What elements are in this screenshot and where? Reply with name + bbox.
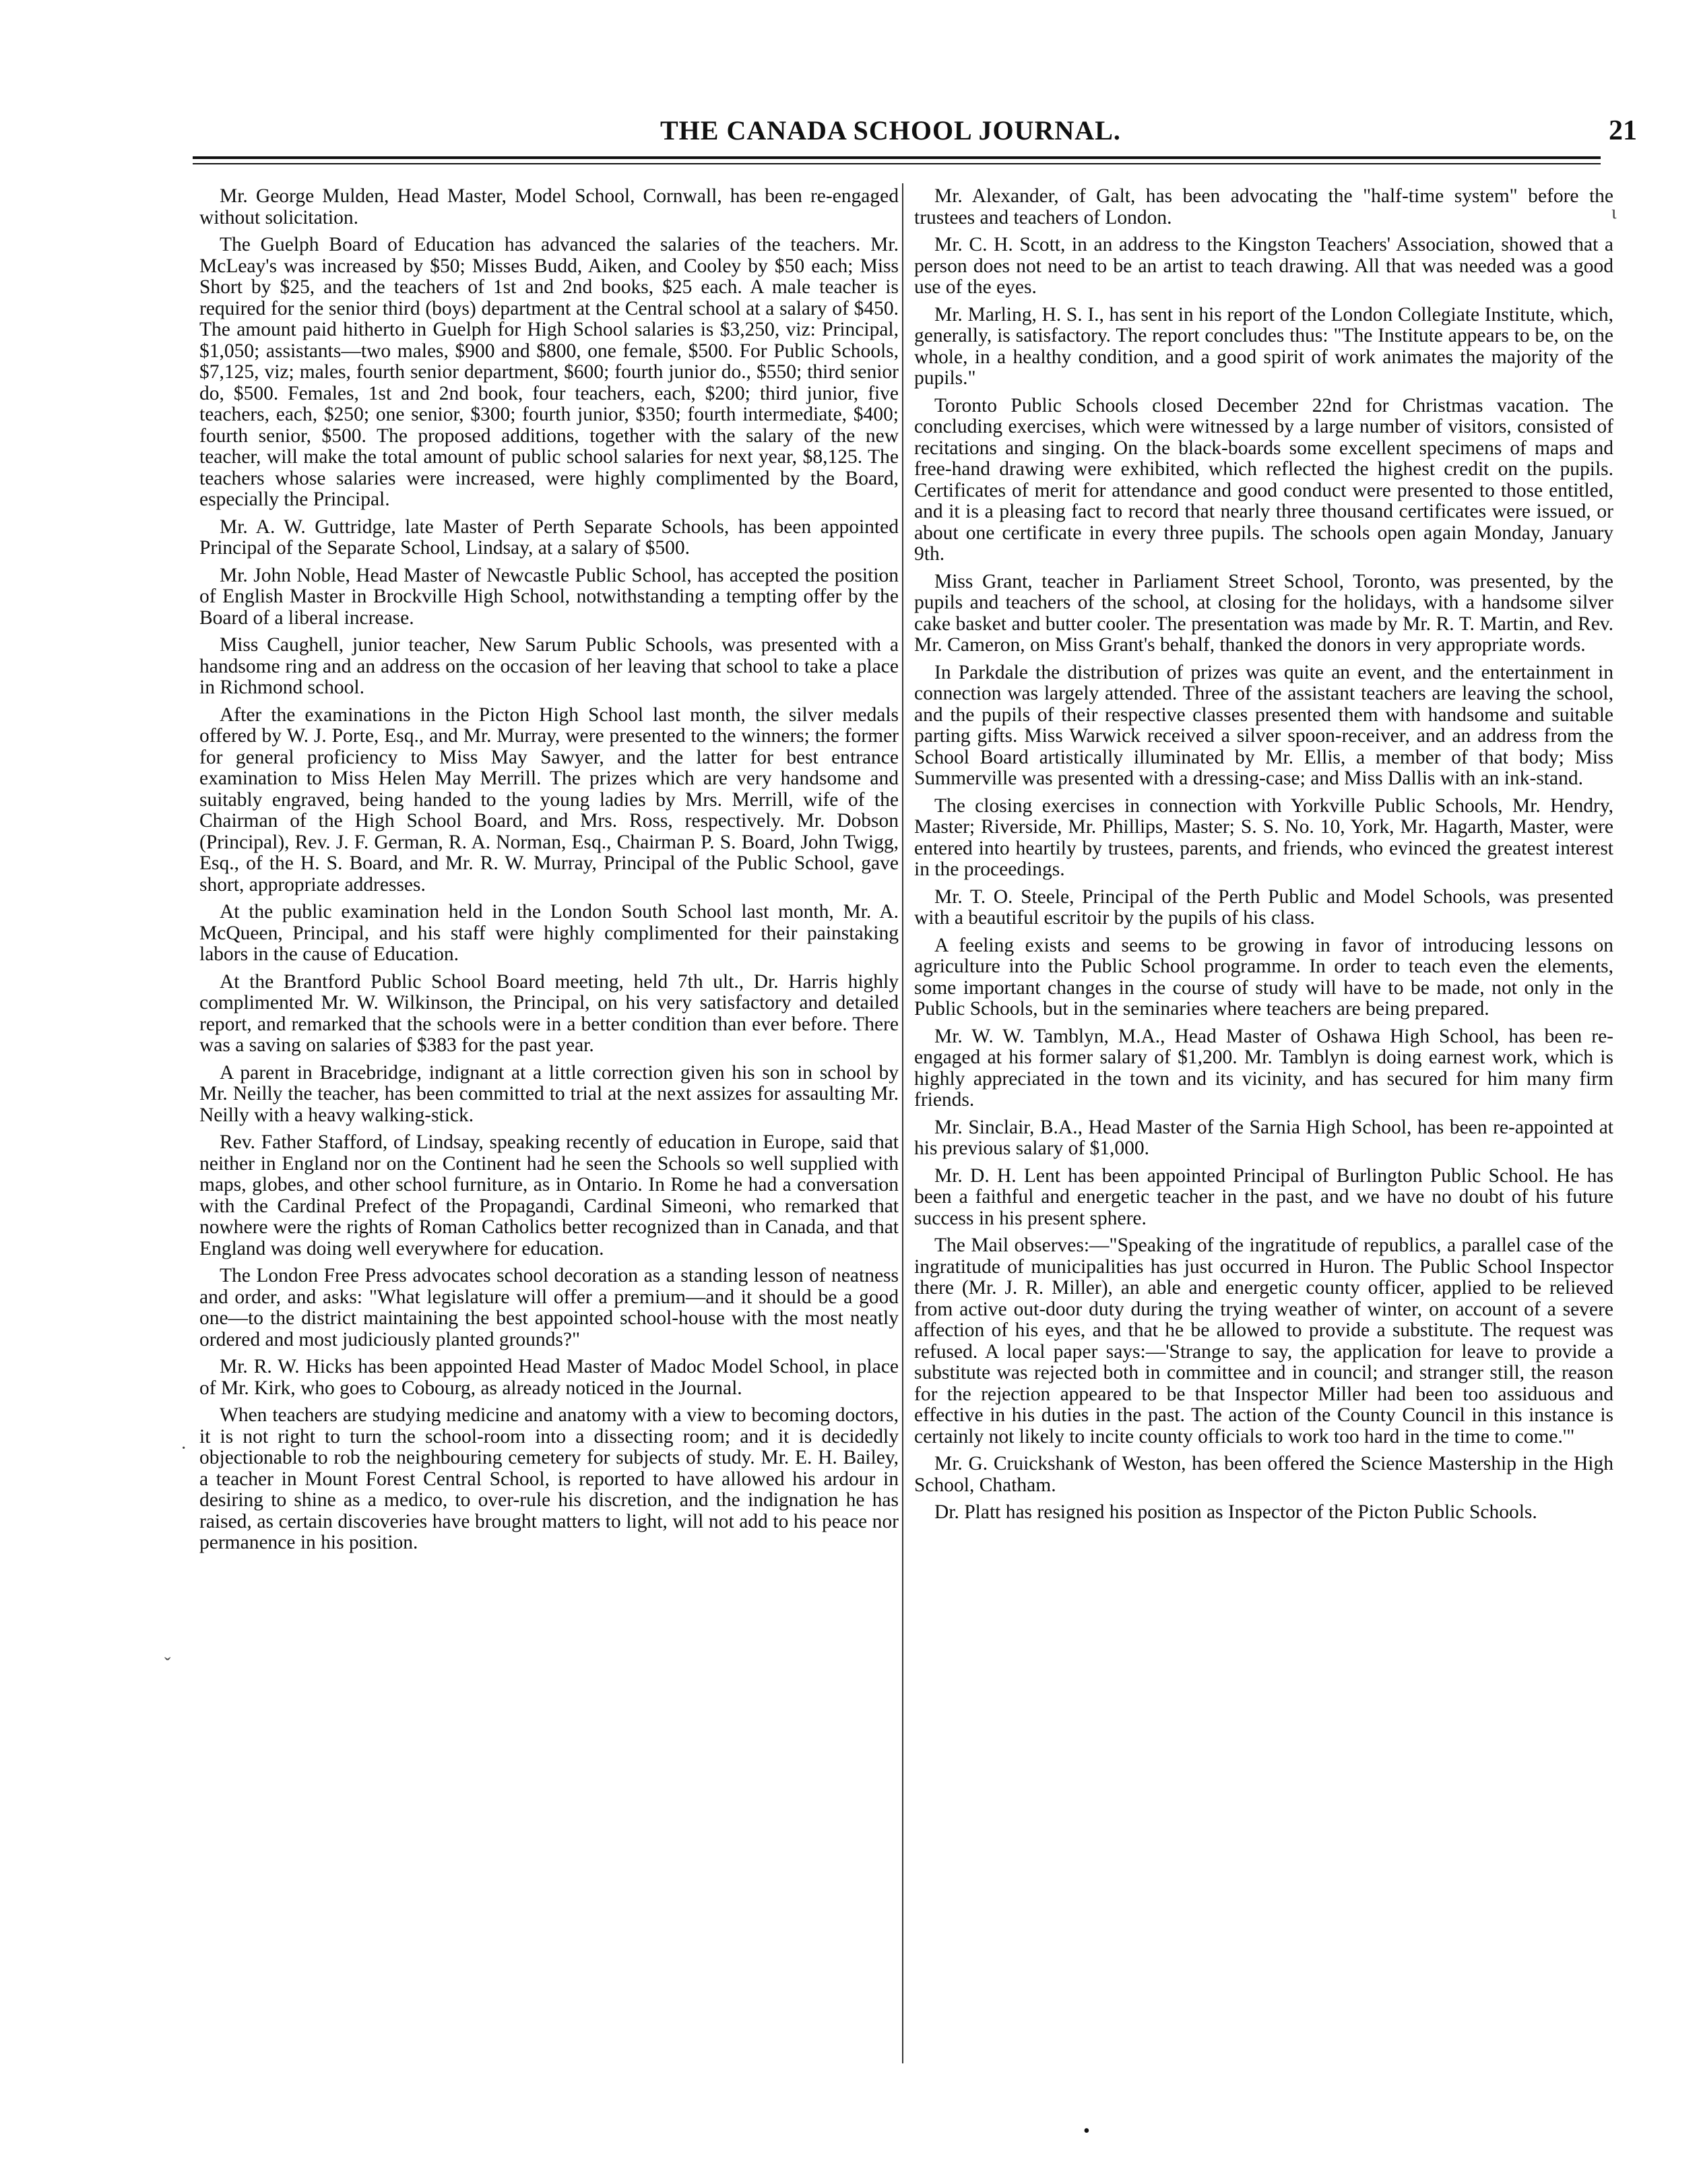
article-paragraph: Toronto Public Schools closed December 22nd for Christmas vacation. The concluding exercises, which were witnessed by a large number of visitors, consisted of recitations and singing. On the black-boards some excellent specimens of maps and free-hand drawing were exhibited, which reflected the highest credit on the pupils. Certificates of merit for attendance and good conduct were presented to those entitled, and it is a pleasing fact to record that nearly three thousand certificates were issued, or about one certificate in every three pupils. The schools open again Monday, January 9th. — [914, 394, 1613, 565]
margin-tick-mark: ι — [1611, 202, 1617, 223]
article-paragraph: The Mail observes:—"Speaking of the ingratitude of republics, a parallel case of the ingratitude of municipalities has just occurred in Huron. The Public School Inspector there (Mr. J. R. Miller), an able and energetic county officer, applied to be relieved from active out-door duty during the trying weather of winter, on account of a severe affection of his eyes, and that he be allowed to provide a substitute. The request was refused. A local paper says:—'Strange to say, the application for leave to provide a substitute was rejected both in committee and in council; and stranger still, the reason for the rejection appeared to be that Inspector Miller had been too assiduous and effective in his duties in the past. The action of the County Council in this instance is certainly not likely to incite county officials to work too hard in the time to come.'" — [914, 1235, 1613, 1447]
article-paragraph: In Parkdale the distribution of prizes was quite an event, and the entertainment in connection was largely attended. Three of the assistant teachers are leaving the school, and the pupils of their respective classes presented them with handsome and suitable parting gifts. Miss Warwick received a silver spoon-receiver, and an address from the School Board artistically illuminated by Mr. Ellis, a member of that body; Miss Summerville was presented with a dressing-case; and Miss Dallis with an ink-stand. — [914, 661, 1613, 789]
article-paragraph: A feeling exists and seems to be growing in favor of introducing lessons on agriculture into the Public School programme. In order to teach even the elements, some important changes in the course of study will have to be made, not only in the Public Schools, but in the seminaries where teachers are being prepared. — [914, 934, 1613, 1020]
article-paragraph: Mr. George Mulden, Head Master, Model School, Cornwall, has been re-engaged without solicitation. — [199, 185, 899, 228]
article-paragraph: Miss Grant, teacher in Parliament Street School, Toronto, was presented, by the pupils and teachers of the school, at closing for the holidays, with a handsome silver cake basket and butter cooler. The presentation was made by Mr. R. T. Martin, and Rev. Mr. Cameron, on Miss Grant's behalf, thanked the donors in very appropriate words. — [914, 570, 1613, 656]
article-paragraph: Mr. R. W. Hicks has been appointed Head Master of Madoc Model School, in place of Mr. Kirk, who goes to Cobourg, as already noticed in the Journal. — [199, 1356, 899, 1399]
article-paragraph: The Guelph Board of Education has advanced the salaries of the teachers. Mr. McLeay's was increased by $50; Misses Budd, Aiken, and Cooley by $50 each; Miss Short by $25, and the teachers of 1st and 2nd books, $25 each. A male teacher is required for the senior third (boys) department at the Central school at a salary of $450. The amount paid hitherto in Guelph for High School salaries is $3,250, viz: Principal, $1,050; assistants—two males, $900 and $800, one female, $500. For Public Schools, $7,125, viz; males, fourth senior department, $600; fourth junior do., $550; third senior do, $500. Females, 1st and 2nd book, four teachers, each, $200; third junior, five teachers, each, $250; one senior, $300; fourth junior, $350; fourth intermediate, $400; fourth senior, $500. The proposed additions, together with the salary of the new teacher, will make the total amount of public school salaries for next year, $8,125. The teachers whose salaries were increased, were highly complimented by the Board, especially the Principal. — [199, 234, 899, 510]
article-paragraph: Rev. Father Stafford, of Lindsay, speaking recently of education in Europe, said that neither in England nor on the Continent had he seen the Schools so well supplied with maps, globes, and other school furniture, as in Ontario. In Rome he had a conversation with the Cardinal Prefect of the Propagandi, Cardinal Simeoni, who remarked that nowhere were the rights of Roman Catholics better recognized than in Canada, and that England was doing well everywhere for education. — [199, 1131, 899, 1259]
margin-tick-mark: ˇ — [164, 1654, 171, 1675]
article-paragraph: Mr. W. W. Tamblyn, M.A., Head Master of Oshawa High School, has been re-engaged at his former salary of $1,200. Mr. Tamblyn is doing earnest work, which is highly appreciated in the town and its vicinity, and has secured for him many firm friends. — [914, 1025, 1613, 1111]
article-paragraph: The London Free Press advocates school decoration as a standing lesson of neatness and order, and asks: "What legislature will offer a premium—and it should be a good one—to the district maintaining the best appointed school-house with the most neatly ordered and most judiciously planted grounds?" — [199, 1265, 899, 1350]
header-rule-thick — [193, 156, 1601, 159]
article-paragraph: At the Brantford Public School Board meeting, held 7th ult., Dr. Harris highly complimented Mr. W. Wilkinson, the Principal, on his very satisfactory and detailed report, and remarked that the schools were in a better condition than ever before. There was a saving on salaries of $383 for the past year. — [199, 970, 899, 1056]
article-paragraph: At the public examination held in the London South School last month, Mr. A. McQueen, Principal, and his staff were highly complimented for their painstaking labors in the cause of Education. — [199, 901, 899, 965]
article-paragraph: When teachers are studying medicine and anatomy with a view to becoming doctors, it is not right to turn the school-room into a dissecting room; and it is decidedly objectionable to rob the neighbouring cemetery for subjects of study. Mr. E. H. Bailey, a teacher in Mount Forest Central School, is reported to have allowed his ardour in desiring to shine as a medico, to over-rule his discretion, and the indignation he has raised, as certain discoveries have brought matters to light, will not add to his peace nor permanence in his position. — [199, 1404, 899, 1553]
article-paragraph: Mr. Alexander, of Galt, has been advocating the "half-time system" before the trustees and teachers of London. — [914, 185, 1613, 228]
article-paragraph: Mr. T. O. Steele, Principal of the Perth Public and Model Schools, was presented with a beautiful escritoir by the pupils of his class. — [914, 885, 1613, 929]
article-paragraph: Mr. G. Cruickshank of Weston, has been offered the Science Mastership in the High School, Chatham. — [914, 1453, 1613, 1496]
article-paragraph: Dr. Platt has resigned his position as Inspector of the Picton Public Schools. — [934, 1501, 1537, 1523]
article-paragraph: Mr. John Noble, Head Master of Newcastle Public School, has accepted the position of English Master in Brockville High School, notwithstanding a tempting offer by the Board of a liberal increase. — [199, 564, 899, 629]
article-paragraph: A parent in Bracebridge, indignant at a little correction given his son in school by Mr. Neilly the teacher, has been committed to trial at the next assizes for assaulting Mr. Neilly with a heavy walking-stick. — [199, 1061, 899, 1126]
article-paragraph: Mr. D. H. Lent has been appointed Principal of Burlington Public School. He has been a faithful and energetic teacher in the past, and we have no doubt of his future success in his present sphere. — [914, 1164, 1613, 1229]
article-paragraph: After the examinations in the Picton High School last month, the silver medals offered by W. J. Porte, Esq., and Mr. Murray, were presented to the winners; the former for general proficiency to Miss May Sawyer, and the latter for best entrance examination to Miss Helen May Merrill. The prizes which are very handsome and suitably engraved, being handed to the young ladies by Mrs. Merrill, wife of the Chairman of the High School Board, and Mrs. Ross, respectively. Mr. Dobson (Principal), Rev. J. F. German, R. A. Norman, Esq., Chairman P. S. Board, John Twigg, Esq., of the H. S. Board, and Mr. R. W. Murray, Principal of the Public School, gave short, appropriate addresses. — [199, 704, 899, 896]
left-column — [199, 186, 899, 1560]
page-number: 21 — [1609, 115, 1637, 146]
article-paragraph: Mr. C. H. Scott, in an address to the Kingston Teachers' Association, showed that a person does not need to be an artist to teach drawing. All that was needed was a good use of the eyes. — [914, 234, 1613, 298]
bottom-dot-mark: • — [1083, 2121, 1090, 2142]
right-column — [914, 186, 1613, 1530]
page-header-title: THE CANADA SCHOOL JOURNAL. — [660, 115, 1121, 146]
article-paragraph: Miss Caughell, junior teacher, New Sarum Public Schools, was presented with a handsome ring and an address on the occasion of her leaving that school to take a place in Richmond school. — [199, 634, 899, 698]
article-paragraph: Mr. Marling, H. S. I., has sent in his report of the London Collegiate Institute, which, generally, is satisfactory. The report concludes thus: "The Institute appears to be, on the whole, in a healthy condition, and a good spirit of work animates the majority of the pupils." — [914, 303, 1613, 389]
margin-tick-mark: · — [181, 1438, 187, 1459]
article-paragraph: The closing exercises in connection with Yorkville Public Schools, Mr. Hendry, Master; Riverside, Mr. Phillips, Master; S. S. No. 10, York, Mr. Hagarth, Master, were entered into heartily by trustees, parents, and friends, who evinced the greatest interest in the proceedings. — [914, 794, 1613, 880]
column-divider — [902, 183, 903, 2063]
header-rule-thin — [193, 163, 1601, 164]
article-paragraph: Mr. A. W. Guttridge, late Master of Perth Separate Schools, has been appointed Principal of the Separate School, Lindsay, at a salary of $500. — [199, 516, 899, 559]
article-paragraph: Mr. Sinclair, B.A., Head Master of the Sarnia High School, has been re-appointed at his previous salary of $1,000. — [914, 1116, 1613, 1159]
